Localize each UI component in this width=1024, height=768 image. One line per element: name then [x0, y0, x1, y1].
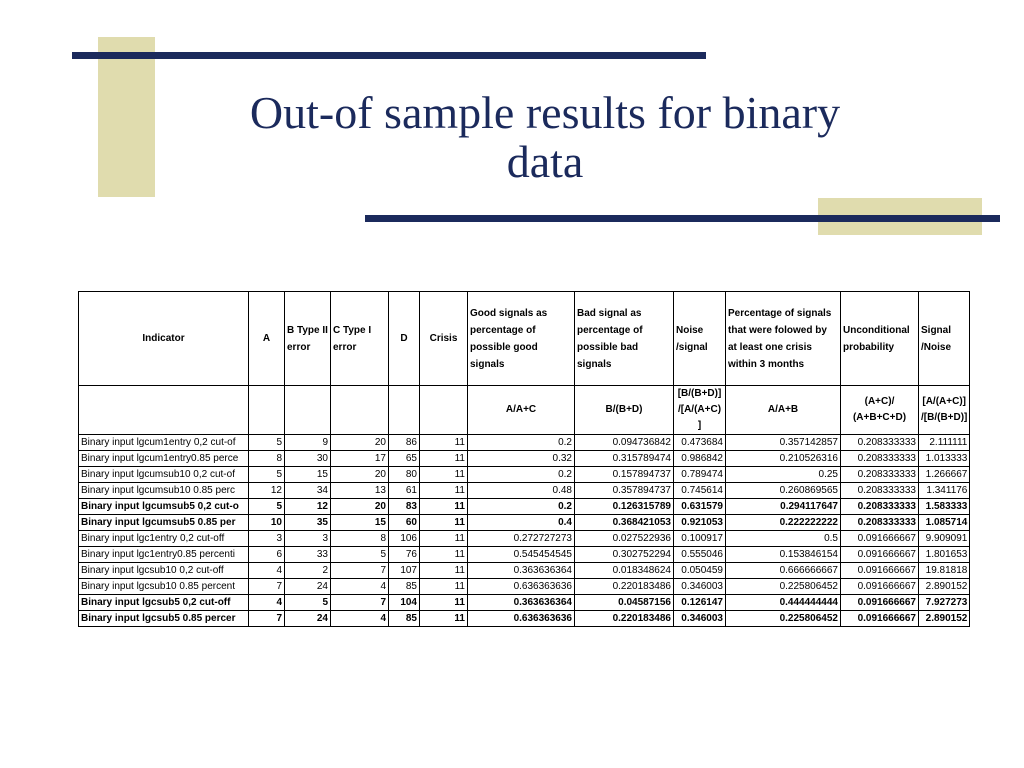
- value-cell: 19.81818: [919, 563, 970, 579]
- value-cell: 33: [285, 547, 331, 563]
- value-cell: 0.48: [468, 483, 575, 499]
- value-cell: 0.091666667: [841, 547, 919, 563]
- value-cell: 83: [389, 499, 420, 515]
- value-cell: 7: [249, 579, 285, 595]
- value-cell: 0.473684: [674, 435, 726, 451]
- value-cell: 7: [331, 595, 389, 611]
- value-cell: 0.25: [726, 467, 841, 483]
- value-cell: 4: [249, 595, 285, 611]
- indicator-cell: Binary input lgcsub5 0.85 percer: [79, 611, 249, 627]
- value-cell: 7: [331, 563, 389, 579]
- value-cell: 0.2: [468, 499, 575, 515]
- header-cell: Indicator: [79, 292, 249, 386]
- value-cell: 0.126315789: [575, 499, 674, 515]
- value-cell: 0.357142857: [726, 435, 841, 451]
- value-cell: 76: [389, 547, 420, 563]
- value-cell: 107: [389, 563, 420, 579]
- value-cell: 7.927273: [919, 595, 970, 611]
- header-cell: Unconditional probability: [841, 292, 919, 386]
- value-cell: 5: [249, 467, 285, 483]
- value-cell: 0.094736842: [575, 435, 674, 451]
- value-cell: 0.208333333: [841, 483, 919, 499]
- table-row: [79, 611, 970, 627]
- formula-cell: [389, 386, 420, 435]
- value-cell: 0.091666667: [841, 531, 919, 547]
- value-cell: 0.091666667: [841, 611, 919, 627]
- header-cell: Percentage of signals that were folowed by at least one crisis within 3 months: [726, 292, 841, 386]
- formula-cell: [A/(A+C)] /[B/(B+D)]: [919, 386, 970, 435]
- value-cell: 35: [285, 515, 331, 531]
- value-cell: 7: [249, 611, 285, 627]
- value-cell: 0.315789474: [575, 451, 674, 467]
- value-cell: 65: [389, 451, 420, 467]
- indicator-cell: Binary input lgcum1entry 0,2 cut-of: [79, 435, 249, 451]
- value-cell: 85: [389, 611, 420, 627]
- value-cell: 0.5: [726, 531, 841, 547]
- value-cell: 1.583333: [919, 499, 970, 515]
- value-cell: 0.363636364: [468, 595, 575, 611]
- value-cell: 0.208333333: [841, 451, 919, 467]
- value-cell: 0.302752294: [575, 547, 674, 563]
- decorative-rule-bottom: [365, 215, 1000, 222]
- value-cell: 0.2: [468, 467, 575, 483]
- value-cell: 11: [420, 579, 468, 595]
- formula-cell: B/(B+D): [575, 386, 674, 435]
- value-cell: 0.368421053: [575, 515, 674, 531]
- value-cell: 0.789474: [674, 467, 726, 483]
- formula-cell: [B/(B+D)] /[A/(A+C) ]: [674, 386, 726, 435]
- value-cell: 2.890152: [919, 611, 970, 627]
- formula-cell: [331, 386, 389, 435]
- indicator-cell: Binary input lgcumsub5 0,2 cut-o: [79, 499, 249, 515]
- value-cell: 0.666666667: [726, 563, 841, 579]
- value-cell: 0.636363636: [468, 611, 575, 627]
- value-cell: 0.4: [468, 515, 575, 531]
- value-cell: 5: [331, 547, 389, 563]
- value-cell: 1.801653: [919, 547, 970, 563]
- value-cell: 12: [285, 499, 331, 515]
- value-cell: 0.32: [468, 451, 575, 467]
- value-cell: 1.085714: [919, 515, 970, 531]
- formula-cell: (A+C)/ (A+B+C+D): [841, 386, 919, 435]
- value-cell: 20: [331, 499, 389, 515]
- value-cell: 11: [420, 515, 468, 531]
- value-cell: 4: [331, 579, 389, 595]
- value-cell: 80: [389, 467, 420, 483]
- value-cell: 0.157894737: [575, 467, 674, 483]
- value-cell: 11: [420, 483, 468, 499]
- value-cell: 0.220183486: [575, 611, 674, 627]
- value-cell: 0.091666667: [841, 579, 919, 595]
- value-cell: 0.921053: [674, 515, 726, 531]
- value-cell: 11: [420, 451, 468, 467]
- value-cell: 20: [331, 435, 389, 451]
- table-row: [79, 563, 970, 579]
- indicator-cell: Binary input lgcumsub5 0.85 per: [79, 515, 249, 531]
- table-row: [79, 579, 970, 595]
- value-cell: 0.294117647: [726, 499, 841, 515]
- value-cell: 0.208333333: [841, 515, 919, 531]
- indicator-cell: Binary input lgcsub10 0,2 cut-off: [79, 563, 249, 579]
- value-cell: 0.091666667: [841, 595, 919, 611]
- value-cell: 11: [420, 467, 468, 483]
- value-cell: 0.222222222: [726, 515, 841, 531]
- value-cell: 0.091666667: [841, 563, 919, 579]
- value-cell: 1.013333: [919, 451, 970, 467]
- value-cell: 0.208333333: [841, 435, 919, 451]
- header-cell: B Type II error: [285, 292, 331, 386]
- table-row: [79, 547, 970, 563]
- indicator-cell: Binary input lgcsub10 0.85 percent: [79, 579, 249, 595]
- formula-cell: [249, 386, 285, 435]
- value-cell: 0.050459: [674, 563, 726, 579]
- formula-cell: [79, 386, 249, 435]
- value-cell: 0.444444444: [726, 595, 841, 611]
- value-cell: 0.220183486: [575, 579, 674, 595]
- value-cell: 9.909091: [919, 531, 970, 547]
- value-cell: 11: [420, 435, 468, 451]
- slide-title: Out-of sample results for binary data: [249, 87, 841, 187]
- value-cell: 0.346003: [674, 611, 726, 627]
- indicator-cell: Binary input lgcumsub10 0.85 perc: [79, 483, 249, 499]
- value-cell: 0.631579: [674, 499, 726, 515]
- table-row: [79, 451, 970, 467]
- value-cell: 0.346003: [674, 579, 726, 595]
- formula-cell: A/A+C: [468, 386, 575, 435]
- formula-cell: [285, 386, 331, 435]
- value-cell: 0.208333333: [841, 499, 919, 515]
- value-cell: 3: [249, 531, 285, 547]
- table-row: [79, 467, 970, 483]
- value-cell: 0.272727273: [468, 531, 575, 547]
- value-cell: 0.636363636: [468, 579, 575, 595]
- value-cell: 0.357894737: [575, 483, 674, 499]
- value-cell: 0.745614: [674, 483, 726, 499]
- value-cell: 20: [331, 467, 389, 483]
- value-cell: 6: [249, 547, 285, 563]
- value-cell: 0.260869565: [726, 483, 841, 499]
- value-cell: 15: [331, 515, 389, 531]
- value-cell: 1.266667: [919, 467, 970, 483]
- value-cell: 86: [389, 435, 420, 451]
- header-cell: Signal /Noise: [919, 292, 970, 386]
- value-cell: 0.100917: [674, 531, 726, 547]
- indicator-cell: Binary input lgcumsub10 0,2 cut-of: [79, 467, 249, 483]
- results-table: [78, 291, 970, 627]
- header-row: [79, 292, 970, 386]
- value-cell: 30: [285, 451, 331, 467]
- value-cell: 106: [389, 531, 420, 547]
- value-cell: 0.018348624: [575, 563, 674, 579]
- value-cell: 10: [249, 515, 285, 531]
- value-cell: 2.111111: [919, 435, 970, 451]
- value-cell: 60: [389, 515, 420, 531]
- value-cell: 1.341176: [919, 483, 970, 499]
- value-cell: 5: [249, 499, 285, 515]
- value-cell: 4: [249, 563, 285, 579]
- indicator-cell: Binary input lgc1entry 0,2 cut-off: [79, 531, 249, 547]
- value-cell: 24: [285, 611, 331, 627]
- header-cell: Bad signal as percentage of possible bad signals: [575, 292, 674, 386]
- table-row: [79, 499, 970, 515]
- value-cell: 0.210526316: [726, 451, 841, 467]
- value-cell: 0.363636364: [468, 563, 575, 579]
- indicator-cell: Binary input lgcsub5 0,2 cut-off: [79, 595, 249, 611]
- value-cell: 11: [420, 531, 468, 547]
- table-row: [79, 435, 970, 451]
- value-cell: 0.153846154: [726, 547, 841, 563]
- value-cell: 11: [420, 499, 468, 515]
- value-cell: 24: [285, 579, 331, 595]
- results-table-container: [78, 291, 970, 627]
- value-cell: 0.2: [468, 435, 575, 451]
- table-row: [79, 531, 970, 547]
- value-cell: 0.555046: [674, 547, 726, 563]
- indicator-cell: Binary input lgcum1entry0.85 perce: [79, 451, 249, 467]
- value-cell: 0.545454545: [468, 547, 575, 563]
- value-cell: 11: [420, 595, 468, 611]
- indicator-cell: Binary input lgc1entry0.85 percenti: [79, 547, 249, 563]
- value-cell: 5: [249, 435, 285, 451]
- value-cell: 12: [249, 483, 285, 499]
- table-row: [79, 595, 970, 611]
- formula-row: [79, 386, 970, 435]
- value-cell: 9: [285, 435, 331, 451]
- value-cell: 17: [331, 451, 389, 467]
- value-cell: 0.027522936: [575, 531, 674, 547]
- table-row: [79, 483, 970, 499]
- header-cell: Noise /signal: [674, 292, 726, 386]
- decorative-rule-top: [72, 52, 706, 59]
- value-cell: 3: [285, 531, 331, 547]
- value-cell: 0.986842: [674, 451, 726, 467]
- value-cell: 85: [389, 579, 420, 595]
- header-cell: D: [389, 292, 420, 386]
- value-cell: 0.126147: [674, 595, 726, 611]
- value-cell: 34: [285, 483, 331, 499]
- header-cell: Good signals as percentage of possible good signals: [468, 292, 575, 386]
- value-cell: 2: [285, 563, 331, 579]
- value-cell: 5: [285, 595, 331, 611]
- value-cell: 4: [331, 611, 389, 627]
- value-cell: 61: [389, 483, 420, 499]
- value-cell: 8: [331, 531, 389, 547]
- value-cell: 15: [285, 467, 331, 483]
- value-cell: 2.890152: [919, 579, 970, 595]
- value-cell: 8: [249, 451, 285, 467]
- value-cell: 13: [331, 483, 389, 499]
- value-cell: 0.225806452: [726, 611, 841, 627]
- value-cell: 11: [420, 563, 468, 579]
- value-cell: 0.04587156: [575, 595, 674, 611]
- value-cell: 11: [420, 547, 468, 563]
- value-cell: 0.225806452: [726, 579, 841, 595]
- header-cell: Crisis: [420, 292, 468, 386]
- header-cell: A: [249, 292, 285, 386]
- header-cell: C Type I error: [331, 292, 389, 386]
- value-cell: 104: [389, 595, 420, 611]
- table-row: [79, 515, 970, 531]
- formula-cell: [420, 386, 468, 435]
- formula-cell: A/A+B: [726, 386, 841, 435]
- value-cell: 11: [420, 611, 468, 627]
- table-body: [79, 386, 970, 627]
- value-cell: 0.208333333: [841, 467, 919, 483]
- decorative-block-left: [98, 37, 155, 197]
